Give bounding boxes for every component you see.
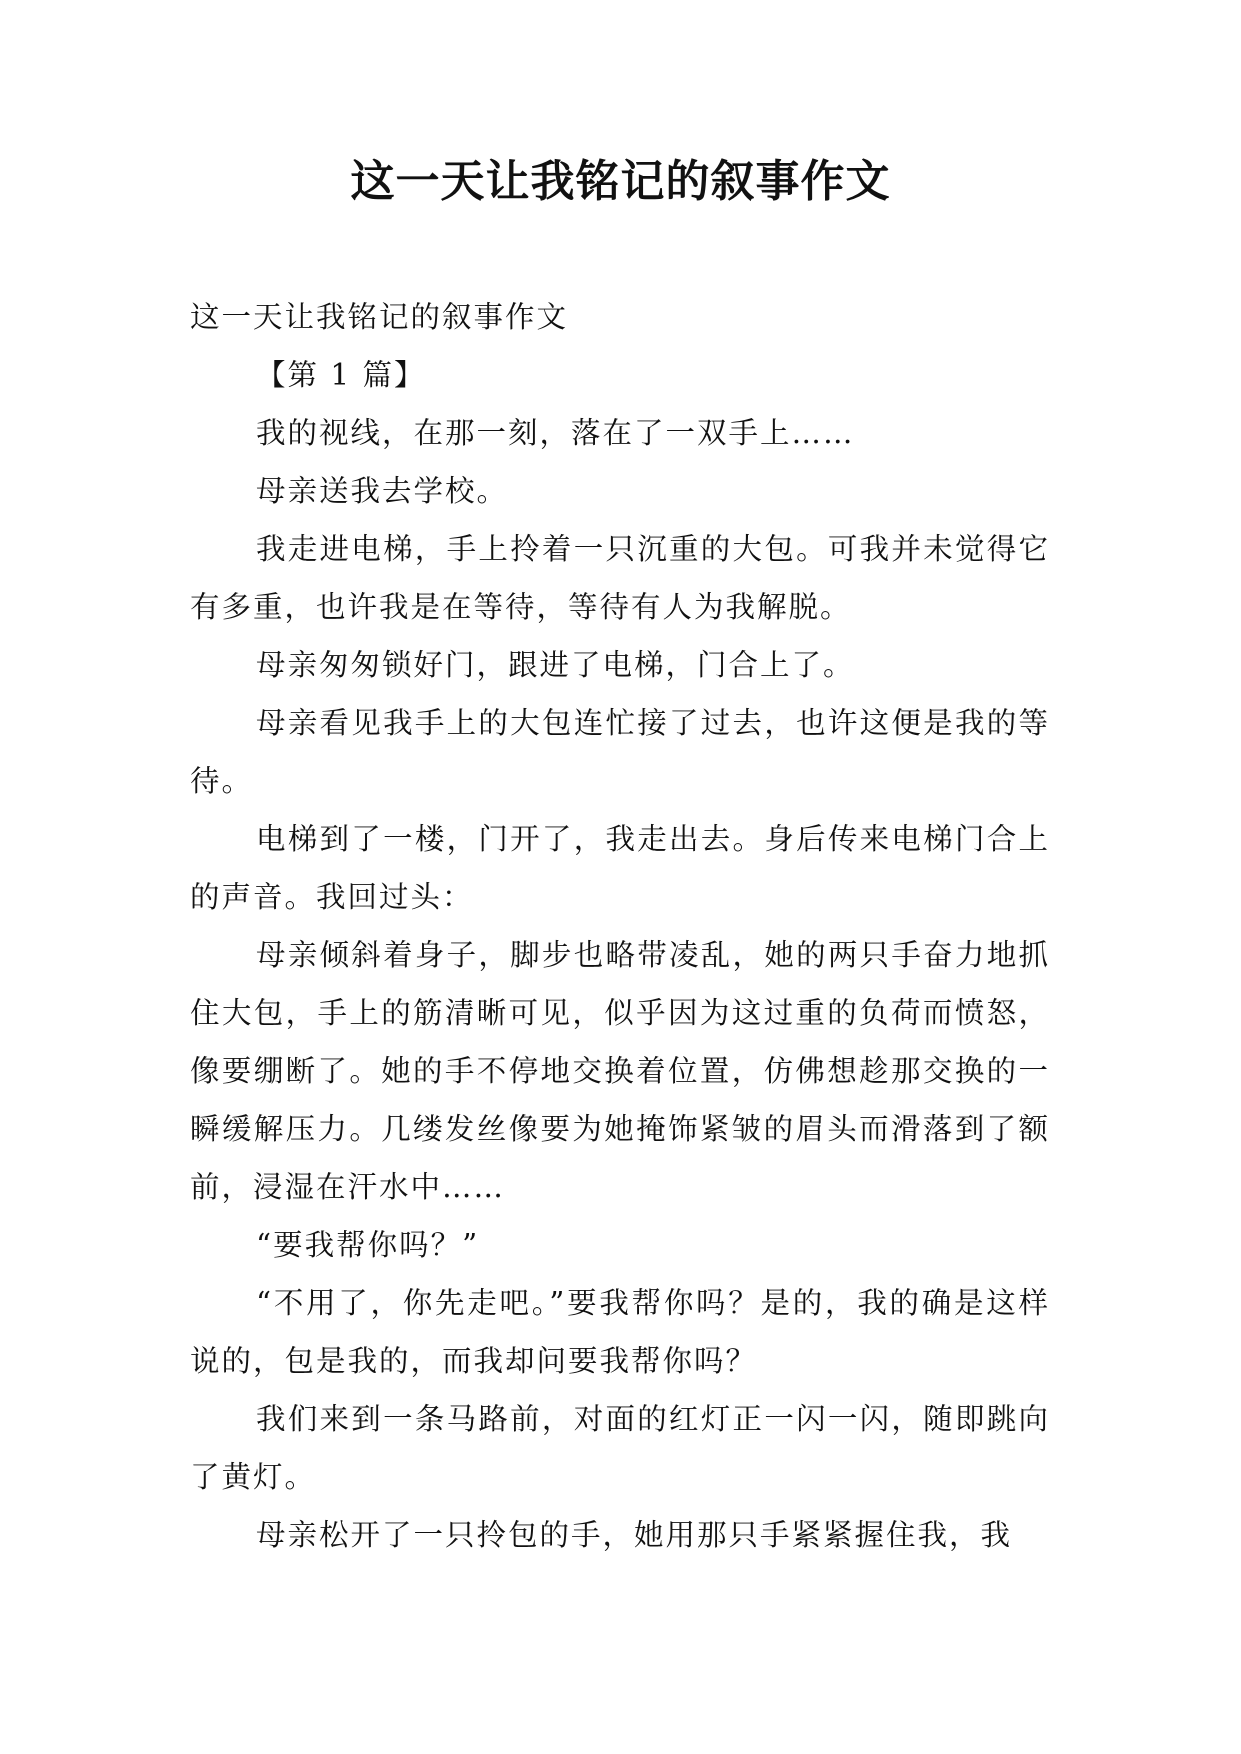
paragraph: “不用了，你先走吧。”要我帮你吗？是的，我的确是这样说的，包是我的，而我却问要我帮你吗？ [190, 1286, 1050, 1378]
paragraph: 电梯到了一楼，门开了，我走出去。身后传来电梯门合上的声音。我回过头： [190, 822, 1050, 914]
paragraph: 母亲松开了一只拎包的手，她用那只手紧紧握住我，我 [256, 1518, 1013, 1552]
paragraph: “要我帮你吗？” [256, 1228, 480, 1262]
document-body [190, 288, 1050, 1564]
paragraph: 母亲送我去学校。 [256, 474, 509, 508]
paragraph: 母亲看见我手上的大包连忙接了过去，也许这便是我的等待。 [190, 706, 1050, 798]
chapter-label: 【第 1 篇】 [256, 358, 426, 392]
paragraph: 我们来到一条马路前，对面的红灯正一闪一闪，随即跳向了黄灯。 [190, 1402, 1050, 1494]
paragraph: 我的视线，在那一刻，落在了一双手上…… [256, 416, 855, 450]
document-title: 这一天让我铭记的叙事作文 [350, 156, 891, 207]
paragraph: 我走进电梯，手上拎着一只沉重的大包。可我并未觉得它有多重，也许我是在等待，等待有人为我解脱。 [190, 532, 1050, 624]
essay-subtitle: 这一天让我铭记的叙事作文 [190, 300, 569, 334]
paragraph: 母亲匆匆锁好门，跟进了电梯，门合上了。 [256, 648, 855, 682]
paragraph: 母亲倾斜着身子，脚步也略带凌乱，她的两只手奋力地抓住大包，手上的筋清晰可见，似乎因为这过重的负荷而愤怒，像要绷断了。她的手不停地交换着位置，仿佛想趁那交换的一瞬缓解压力。几缕发丝像要为她掩饰紧皱的眉头而滑落到了额前，浸湿在汗水中…… [190, 938, 1050, 1204]
